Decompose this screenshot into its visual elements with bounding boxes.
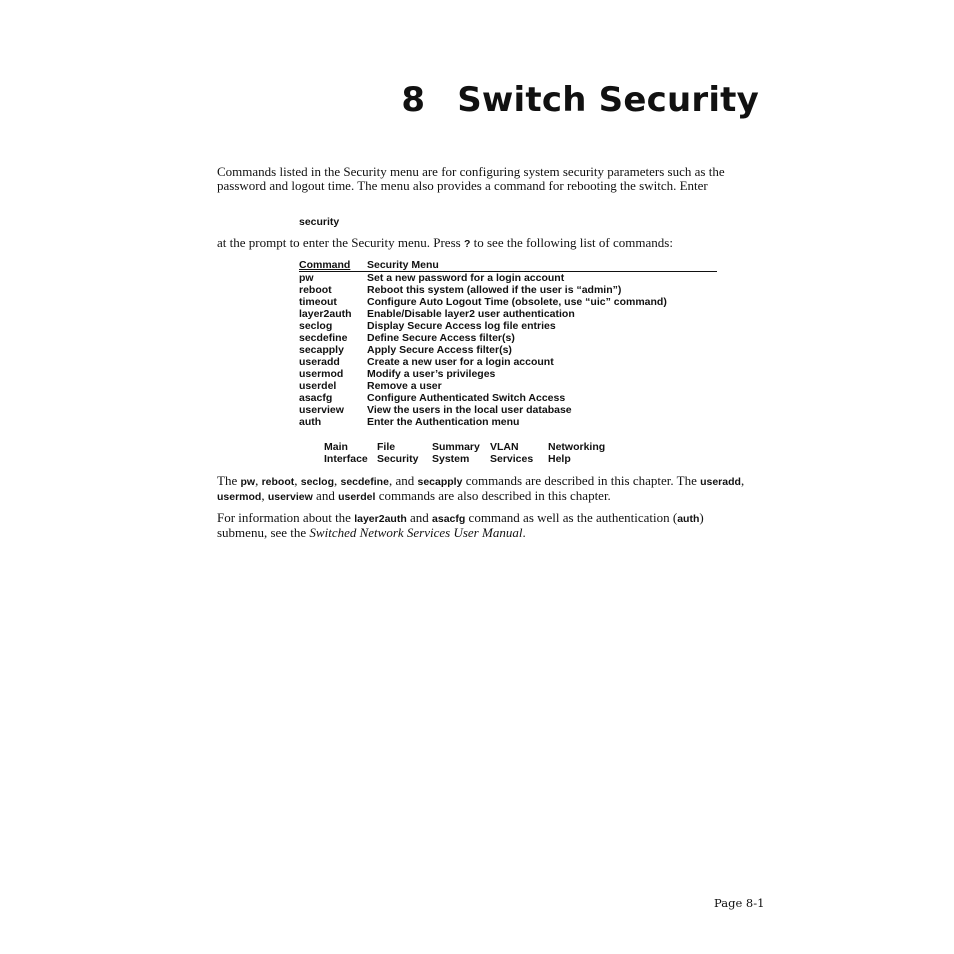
intro-paragraph: Commands listed in the Security menu are for configuring system security parameters such as the password and logout time. The menu also provides a command for rebooting the switch. Enter	[217, 164, 725, 193]
cmd-reboot: reboot	[261, 476, 295, 488]
text: ,	[740, 473, 745, 488]
menu-header	[299, 259, 717, 272]
menu-row	[299, 272, 717, 284]
menu-description: Enter the Authentication menu	[367, 416, 520, 428]
text: ) submenu, see the	[217, 510, 704, 540]
nav-file: File	[377, 441, 396, 453]
menu-header-command: Command	[299, 259, 351, 271]
menu-description: Remove a user	[367, 380, 442, 392]
menu-command: secapply	[299, 344, 344, 356]
cmd-layer2auth: layer2auth	[354, 513, 407, 525]
menu-row	[299, 416, 717, 428]
menu-command: userdel	[299, 380, 337, 392]
menu-command: pw	[299, 272, 314, 284]
menu-description: Modify a user’s privileges	[367, 368, 496, 380]
manual-title: Switched Network Services User Manual	[309, 525, 523, 540]
menu-description: Enable/Disable layer2 user authentication	[367, 308, 575, 320]
nav-vlan: VLAN	[490, 441, 519, 453]
text: The	[217, 473, 241, 488]
text: ,	[261, 488, 268, 503]
chapter-title	[401, 80, 759, 120]
chapter-title-text: Switch Security	[457, 80, 759, 120]
text: commands are also described in this chapter.	[375, 488, 611, 503]
cmd-secapply: secapply	[417, 476, 463, 488]
text: ,	[294, 473, 301, 488]
security-command: security	[299, 216, 340, 228]
menu-command: secdefine	[299, 332, 348, 344]
menu-row	[299, 380, 717, 392]
page-number: Page 8-1	[714, 896, 765, 910]
menu-row	[299, 284, 717, 296]
cmd-usermod: usermod	[217, 491, 262, 503]
commands-paragraph	[217, 474, 755, 504]
menu-description: Define Secure Access filter(s)	[367, 332, 515, 344]
menu-header-title: Security Menu	[367, 259, 439, 271]
menu-row	[299, 404, 717, 416]
menu-row	[299, 320, 717, 332]
menu-command: useradd	[299, 356, 340, 368]
menu-description: Set a new password for a login account	[367, 272, 565, 284]
text: command as well as the authentication (	[465, 510, 678, 525]
menu-description: Create a new user for a login account	[367, 356, 554, 368]
prompt-text-before: at the prompt to enter the Security menu. Press	[217, 235, 464, 250]
menu-row	[299, 296, 717, 308]
menu-description: View the users in the local user database	[367, 404, 572, 416]
menu-command: usermod	[299, 368, 344, 380]
text: and	[406, 510, 433, 525]
cmd-asacfg: asacfg	[432, 513, 466, 525]
cmd-userdel: userdel	[338, 491, 376, 503]
nav-security: Security	[377, 453, 419, 465]
menu-row	[299, 356, 717, 368]
menu-description: Reboot this system (allowed if the user is “admin”)	[367, 284, 622, 296]
nav-help: Help	[548, 453, 571, 465]
prompt-text-after: to see the following list of commands:	[470, 235, 673, 250]
nav-summary: Summary	[432, 441, 480, 453]
nav-networking: Networking	[548, 441, 606, 453]
nav-services: Services	[490, 453, 534, 465]
text: commands are described in this chapter. The	[462, 473, 701, 488]
nav-interface: Interface	[324, 453, 368, 465]
menu-description: Configure Auto Logout Time (obsolete, use “uic” command)	[367, 296, 667, 308]
text: ,	[334, 473, 341, 488]
menu-description: Display Secure Access log file entries	[367, 320, 556, 332]
cmd-seclog: seclog	[300, 476, 334, 488]
menu-row	[299, 308, 717, 320]
nav-system: System	[432, 453, 470, 465]
menu-row	[299, 368, 717, 380]
cmd-useradd: useradd	[700, 476, 741, 488]
reference-paragraph	[217, 511, 755, 540]
help-key: ?	[463, 238, 471, 250]
text: and	[312, 488, 339, 503]
chapter-number: 8	[401, 80, 426, 120]
text: , and	[388, 473, 418, 488]
menu-command: userview	[299, 404, 344, 416]
cmd-secdefine: secdefine	[340, 476, 389, 488]
menu-command: layer2auth	[299, 308, 352, 320]
cmd-pw: pw	[240, 476, 256, 488]
menu-row	[299, 392, 717, 404]
text: ,	[255, 473, 262, 488]
menu-description: Apply Secure Access filter(s)	[367, 344, 512, 356]
menu-command: timeout	[299, 296, 337, 308]
menu-command: auth	[299, 416, 322, 428]
cmd-auth: auth	[677, 513, 700, 525]
menu-command: seclog	[299, 320, 333, 332]
text: For information about the	[217, 510, 355, 525]
menu-row	[299, 332, 717, 344]
text: .	[522, 525, 526, 540]
prompt-paragraph	[217, 236, 755, 251]
nav-main: Main	[324, 441, 348, 453]
menu-command: asacfg	[299, 392, 333, 404]
cmd-userview: userview	[267, 491, 313, 503]
menu-row	[299, 344, 717, 356]
menu-description: Configure Authenticated Switch Access	[367, 392, 566, 404]
menu-command: reboot	[299, 284, 332, 296]
security-menu-table	[299, 259, 717, 428]
